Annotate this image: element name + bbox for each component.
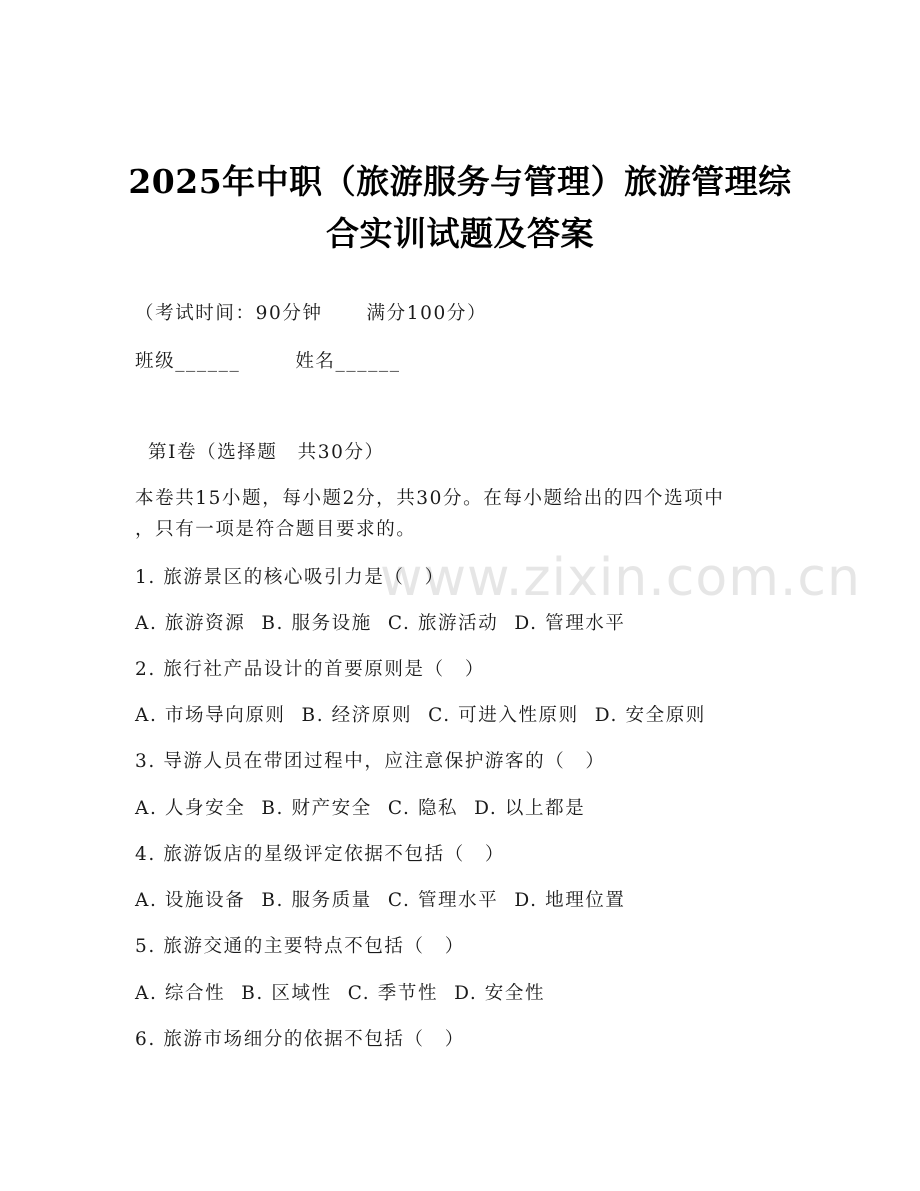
question-options (135, 890, 626, 912)
option-b: B. 经济原则 (301, 705, 413, 726)
option-b: B. 服务设施 (261, 613, 372, 634)
watermark: www.zixin.com.cn (380, 548, 861, 608)
option-c: C. 隐私 (387, 798, 459, 819)
option-a: A. 旅游资源 (135, 613, 246, 634)
option-b: B. 财产安全 (261, 798, 372, 819)
question-stem: 4. 旅游饭店的星级评定依据不包括（ ） (135, 844, 506, 865)
option-b: B. 服务质量 (261, 890, 372, 911)
option-d: D. 地理位置 (514, 890, 626, 911)
question-stem: 2. 旅行社产品设计的首要原则是（ ） (135, 659, 485, 680)
document-title-line-2: 合实训试题及答案 (326, 214, 594, 253)
option-c: C. 旅游活动 (387, 613, 499, 634)
option-d: D. 以上都是 (474, 798, 586, 819)
student-info (135, 351, 401, 373)
section-heading: 第Ⅰ卷（选择题 共30分） (148, 442, 385, 463)
question-stem: 5. 旅游交通的主要特点不包括（ ） (135, 936, 465, 957)
exam-info (135, 303, 487, 325)
question-stem: 3. 导游人员在带团过程中，应注意保护游客的（ ） (135, 751, 606, 772)
exam-time: （考试时间：90分钟 (135, 303, 323, 324)
option-b: B. 区域性 (241, 983, 332, 1004)
option-d: D. 管理水平 (514, 613, 626, 634)
exam-full-score: 满分100分） (366, 303, 488, 324)
question-options (135, 798, 585, 820)
question-options (135, 613, 626, 635)
option-a: A. 设施设备 (135, 890, 246, 911)
option-c: C. 可进入性原则 (428, 705, 579, 726)
option-c: C. 季节性 (347, 983, 439, 1004)
option-a: A. 人身安全 (135, 798, 246, 819)
option-d: D. 安全原则 (594, 705, 706, 726)
question-options (135, 705, 706, 727)
option-a: A. 市场导向原则 (135, 705, 286, 726)
instructions-line-2: ，只有一项是符合题目要求的。 (135, 519, 417, 540)
option-c: C. 管理水平 (387, 890, 499, 911)
option-a: A. 综合性 (135, 983, 226, 1004)
instructions-line-1: 本卷共15小题，每小题2分，共30分。在每小题给出的四个选项中 (135, 488, 725, 509)
class-field: 班级______ (135, 351, 241, 372)
name-field: 姓名______ (295, 351, 401, 372)
document-title-line-1: 2025年中职（旅游服务与管理）旅游管理综 (128, 162, 792, 201)
question-stem: 6. 旅游市场细分的依据不包括（ ） (135, 1029, 465, 1050)
question-stem: 1. 旅游景区的核心吸引力是（ ） (135, 567, 445, 588)
option-d: D. 安全性 (454, 983, 546, 1004)
question-options (135, 983, 545, 1005)
